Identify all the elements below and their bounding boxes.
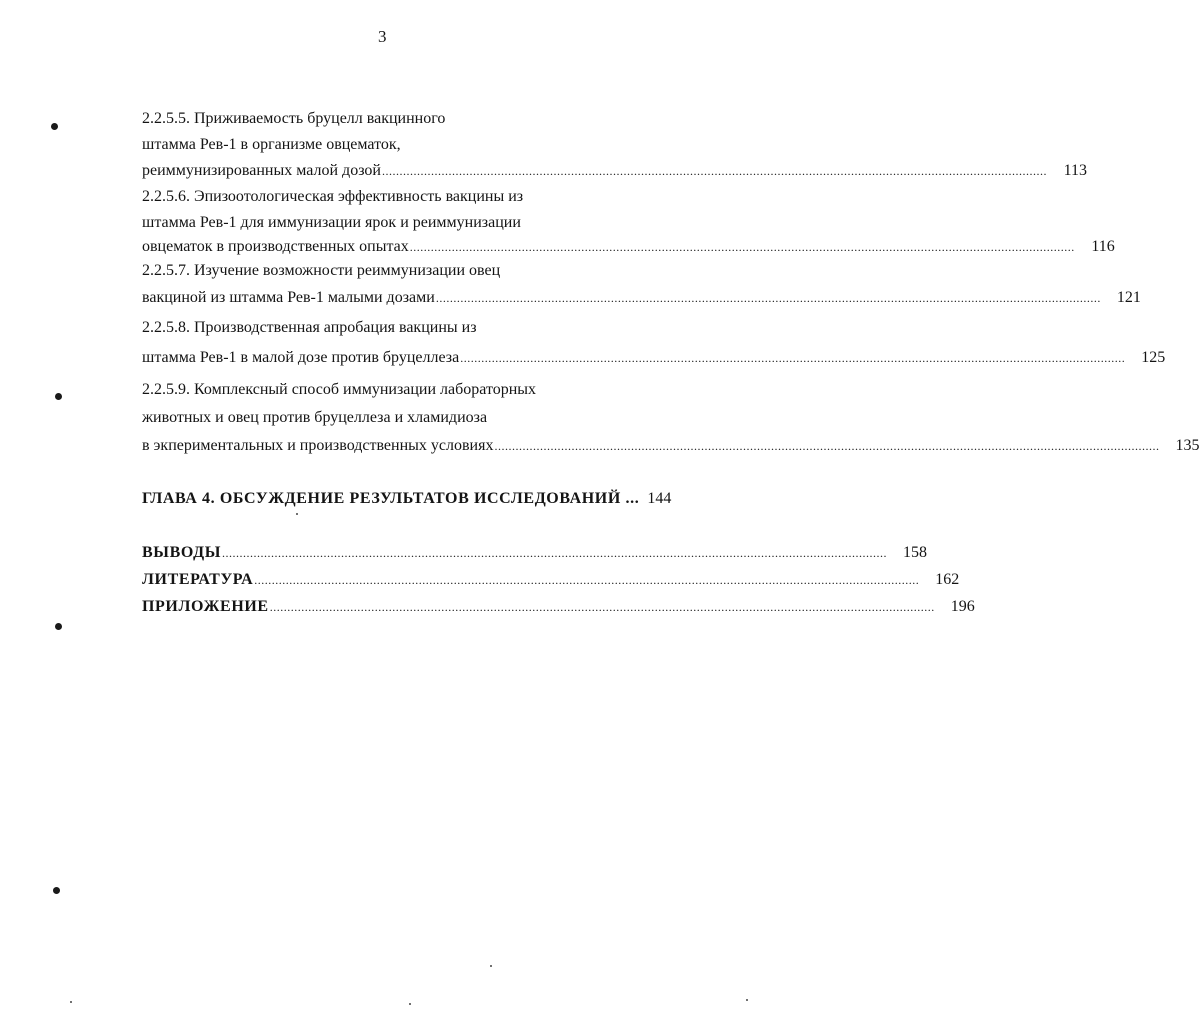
toc-entry-2-2-5-8-line-1: 2.2.5.8. Производственная апробация вакцины из (142, 319, 477, 336)
chapter-4-page: 144 (647, 490, 672, 507)
toc-entry-text: овцематок в производственных опытах (142, 238, 409, 255)
toc-entry-2-2-5-6-line-1: 2.2.5.6. Эпизоотологическая эффективность вакцины из (142, 188, 524, 205)
toc-entry-text: вакциной из штамма Рев-1 малыми дозами (142, 289, 435, 306)
toc-appendix (142, 597, 975, 617)
literature-page: 162 (935, 571, 960, 588)
toc-leader-dots: .............................................................................................................................................................................................. (222, 546, 888, 560)
toc-entry-2-2-5-6-line-2: штамма Рев-1 для иммунизации ярок и реиммунизации (142, 214, 521, 231)
toc-leader-dots: .............................................................................................................................................................................................. (494, 439, 1160, 453)
binding-hole-mark (51, 123, 58, 130)
scan-speck (746, 999, 748, 1001)
toc-entry-2-2-5-6-last-line (142, 237, 1115, 257)
toc-entry-2-2-5-9-line-2: животных и овец против бруцеллеза и хламидиоза (142, 409, 488, 426)
binding-hole-mark (55, 393, 62, 400)
toc-entry-2-2-5-9-last-line (142, 436, 1199, 456)
conclusions-page: 158 (903, 544, 928, 561)
scan-speck (409, 1003, 411, 1005)
toc-entry-2-2-5-7-line-1: 2.2.5.7. Изучение возможности реиммунизации овец (142, 262, 501, 279)
toc-entry-text: в экпериментальных и производственных условиях (142, 437, 494, 454)
toc-entry-page: 113 (1063, 162, 1087, 179)
literature-title: ЛИТЕРАТУРА (142, 571, 254, 588)
toc-entry-2-2-5-5-line-2: штамма Рев-1 в организме овцематок, (142, 136, 401, 153)
toc-entry-page: 125 (1141, 349, 1166, 366)
toc-entry-text: реиммунизированных малой дозой (142, 162, 381, 179)
toc-conclusions (142, 543, 928, 563)
scan-speck (490, 965, 492, 967)
toc-chapter-4 (142, 489, 672, 509)
toc-entry-2-2-5-9-line-1: 2.2.5.9. Комплексный способ иммунизации лабораторных (142, 381, 537, 398)
toc-literature (142, 570, 960, 590)
toc-leader-dots: .............................................................................................................................................................................................. (254, 573, 920, 587)
toc-leader-dots: .............................................................................................................................................................................................. (460, 351, 1126, 365)
appendix-page: 196 (950, 598, 975, 615)
chapter-4-title: ГЛАВА 4. ОБСУЖДЕНИЕ РЕЗУЛЬТАТОВ ИССЛЕДОВАНИЙ ... (142, 490, 640, 507)
toc-entry-2-2-5-8-last-line (142, 348, 1166, 368)
toc-entry-2-2-5-5-line-1: 2.2.5.5. Приживаемость бруцелл вакцинного (142, 110, 446, 127)
binding-hole-mark (53, 887, 60, 894)
toc-leader-dots: .............................................................................................................................................................................................. (381, 164, 1047, 178)
toc-entry-page: 135 (1175, 437, 1199, 454)
appendix-title: ПРИЛОЖЕНИЕ (142, 598, 269, 615)
toc-leader-dots: .............................................................................................................................................................................................. (409, 240, 1075, 254)
toc-entry-2-2-5-7-last-line (142, 288, 1141, 308)
scan-speck (296, 513, 298, 515)
conclusions-title: ВЫВОДЫ (142, 544, 222, 561)
toc-entry-page: 116 (1091, 238, 1115, 255)
toc-entry-2-2-5-5-last-line (142, 161, 1087, 181)
toc-entry-text: штамма Рев-1 в малой дозе против бруцеллеза (142, 349, 460, 366)
toc-leader-dots: .............................................................................................................................................................................................. (435, 291, 1101, 305)
scan-speck (70, 1001, 72, 1003)
toc-leader-dots: .............................................................................................................................................................................................. (269, 600, 935, 614)
binding-hole-mark (55, 623, 62, 630)
toc-entry-page: 121 (1116, 289, 1141, 306)
page-number: 3 (378, 27, 387, 46)
